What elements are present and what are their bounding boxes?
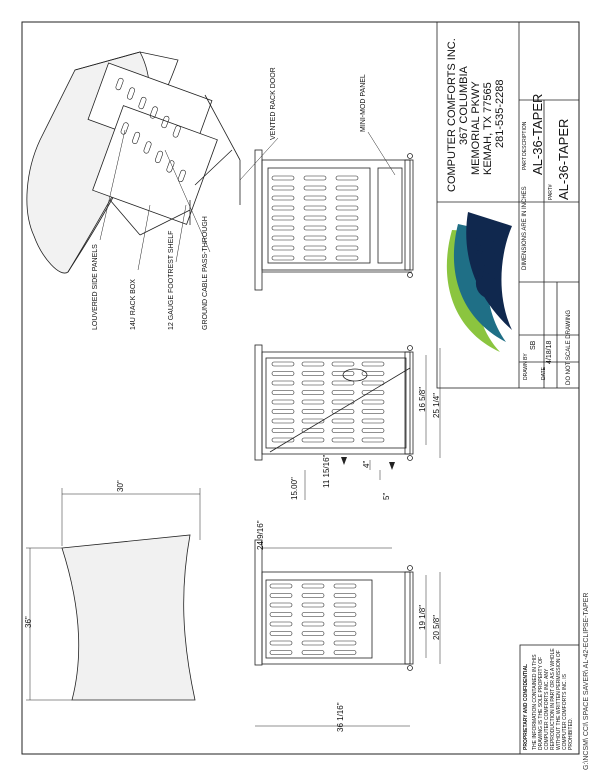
proprietary-heading: PROPRIETARY AND CONFIDENTIAL xyxy=(523,663,529,750)
louver-slot xyxy=(332,419,354,423)
louver-slot xyxy=(272,186,294,190)
louver-slot xyxy=(362,381,384,385)
louver-slot xyxy=(362,400,384,404)
louver-slot xyxy=(304,206,326,210)
part-no-label: PART# xyxy=(548,184,554,200)
louver-slot xyxy=(272,419,294,423)
louver-slot xyxy=(270,632,292,636)
louver-slot xyxy=(304,256,326,260)
part-number: AL-36-TAPER xyxy=(556,118,571,200)
louver-slot xyxy=(302,651,324,655)
louver-slot xyxy=(302,613,324,617)
louver-slot xyxy=(270,641,292,645)
louver-slot xyxy=(302,419,324,423)
louver-slot xyxy=(334,594,356,598)
louver-slot xyxy=(272,216,294,220)
rear-louver-slots xyxy=(270,584,356,655)
louver-slot xyxy=(302,400,324,404)
dim-side-5: 5" xyxy=(382,492,391,500)
louver-slot xyxy=(304,186,326,190)
louver-slot xyxy=(272,410,294,414)
louver-slot xyxy=(302,391,324,395)
louver-slot xyxy=(334,603,356,607)
side-louver-slots xyxy=(272,176,358,260)
date-label: DATE xyxy=(541,367,547,380)
proprietary-line: REPRODUCTION IN PART OR AS A WHOLE xyxy=(550,648,556,750)
louver-slot xyxy=(334,584,356,588)
louver-slot xyxy=(336,246,358,250)
louver-slot xyxy=(302,622,324,626)
louver-slot xyxy=(302,438,324,442)
louver-slot xyxy=(362,438,384,442)
louver-slot xyxy=(270,622,292,626)
louver-slot xyxy=(332,429,354,433)
louver-slot xyxy=(336,186,358,190)
proprietary-line: THE INFORMATION CONTAINED IN THIS xyxy=(532,654,538,750)
dim-side-15: 15.00" xyxy=(290,477,299,500)
louver-slot xyxy=(362,391,384,395)
louver-slot xyxy=(362,410,384,414)
top-plan-view xyxy=(62,535,195,700)
louver-slot xyxy=(336,196,358,200)
dim-side-4: 4" xyxy=(362,460,371,468)
file-path: G:\NCSM\ CCI\ SPACE SAVER\ AL-42-ECLIPSE-TAPER xyxy=(583,592,590,770)
louver-slot xyxy=(270,594,292,598)
callout-footrest-shelf: 12 GAUGE FOOTREST SHELF xyxy=(168,230,175,330)
callout-rack-box: 14U RACK BOX xyxy=(130,279,137,330)
louver-slot xyxy=(270,651,292,655)
callout-cable-grommet: GROUND CABLE PASS-THROUGH xyxy=(202,216,209,330)
louver-slot xyxy=(272,246,294,250)
proprietary-line: DRAWING IS THE SOLE PROPERTY OF xyxy=(538,656,544,750)
louver-slot xyxy=(332,381,354,385)
louver-slot xyxy=(332,362,354,366)
drawn-by: SB xyxy=(530,340,537,350)
louver-slot xyxy=(272,391,294,395)
louver-slot xyxy=(334,632,356,636)
dim-front-24: 24 9/16" xyxy=(256,520,265,550)
proprietary-line: PROHIBITED. xyxy=(568,718,574,750)
louver-slot xyxy=(336,206,358,210)
louver-slot xyxy=(272,429,294,433)
date: 4/18/18 xyxy=(546,340,553,364)
dimensions-note: DIMENSIONS ARE IN INCHES xyxy=(522,186,528,270)
phone: 281-535-2288 xyxy=(494,79,506,148)
louver-slot xyxy=(272,362,294,366)
address-line-2: MEMORIAL PKWY xyxy=(470,81,482,175)
louver-slot xyxy=(336,226,358,230)
louver-slot xyxy=(362,419,384,423)
louver-slot xyxy=(334,651,356,655)
louver-slot xyxy=(304,176,326,180)
dim-front-19: 19 1/8" xyxy=(418,604,427,630)
louver-slot xyxy=(272,236,294,240)
louver-slot xyxy=(302,381,324,385)
louver-slot xyxy=(272,372,294,376)
dim-front-36: 36 1/16" xyxy=(336,702,345,732)
louver-slot xyxy=(272,400,294,404)
louver-slot xyxy=(270,603,292,607)
louver-slot xyxy=(302,632,324,636)
address-line-1: 367 COLUMBIA xyxy=(458,66,470,145)
dim-side-11: 11 15/16" xyxy=(322,454,331,488)
louver-slot xyxy=(304,246,326,250)
louver-slot xyxy=(270,584,292,588)
callout-mini-mod-panel: MINI-MOD PANEL xyxy=(360,74,367,132)
louver-slot xyxy=(304,226,326,230)
louver-slot xyxy=(334,641,356,645)
louver-slot xyxy=(270,613,292,617)
no-scale-note: DO NOT SCALE DRAWING xyxy=(566,309,572,385)
louver-slot xyxy=(272,196,294,200)
dim-top-depth: 36" xyxy=(24,616,33,628)
louver-slot xyxy=(362,429,384,433)
louver-slot xyxy=(302,603,324,607)
proprietary-line: COMPUTER COMFORTS INC. ANY xyxy=(544,668,550,750)
louver-slot xyxy=(334,613,356,617)
company-name: COMPUTER COMFORTS INC. xyxy=(446,38,458,192)
louver-slot xyxy=(302,372,324,376)
louver-slot xyxy=(336,256,358,260)
louver-slot xyxy=(336,236,358,240)
louver-slot xyxy=(302,362,324,366)
louver-slot xyxy=(336,216,358,220)
address-line-3: KEMAH, TX 77565 xyxy=(482,82,494,175)
proprietary-line: WITHOUT THE WRITTEN PERMISSION OF xyxy=(556,650,562,750)
louver-slot xyxy=(272,381,294,385)
part-description: AL-36-TAPER xyxy=(530,93,545,175)
dim-side-25: 25 1/4" xyxy=(432,392,441,418)
part-desc-label: PART DESCRIPTION xyxy=(522,121,528,170)
proprietary-line: COMPUTER COMFORTS INC. IS xyxy=(562,673,568,750)
louver-slot xyxy=(334,622,356,626)
louver-slot xyxy=(272,206,294,210)
logo-text: CCI xyxy=(470,237,510,300)
louver-slot xyxy=(332,391,354,395)
louver-slot xyxy=(332,438,354,442)
dim-top-width: 30" xyxy=(116,480,125,492)
louver-slot xyxy=(304,236,326,240)
louver-slot xyxy=(336,176,358,180)
louver-slot xyxy=(362,362,384,366)
dim-side-16: 16 5/8" xyxy=(418,386,427,412)
louver-slot xyxy=(272,226,294,230)
louver-slot xyxy=(302,584,324,588)
louver-slot xyxy=(272,176,294,180)
louver-slot xyxy=(304,216,326,220)
callout-vented-door: VENTED RACK DOOR xyxy=(270,67,277,140)
callout-louvered-panels: LOUVERED SIDE PANELS xyxy=(92,244,99,330)
dim-front-20: 20 5/8" xyxy=(432,614,441,640)
louver-slot xyxy=(302,594,324,598)
drawn-by-label: DRAWN BY xyxy=(523,353,529,380)
louver-slot xyxy=(304,196,326,200)
louver-slot xyxy=(272,256,294,260)
front-elevation xyxy=(255,345,413,461)
louver-slot xyxy=(302,641,324,645)
louver-slot xyxy=(302,410,324,414)
